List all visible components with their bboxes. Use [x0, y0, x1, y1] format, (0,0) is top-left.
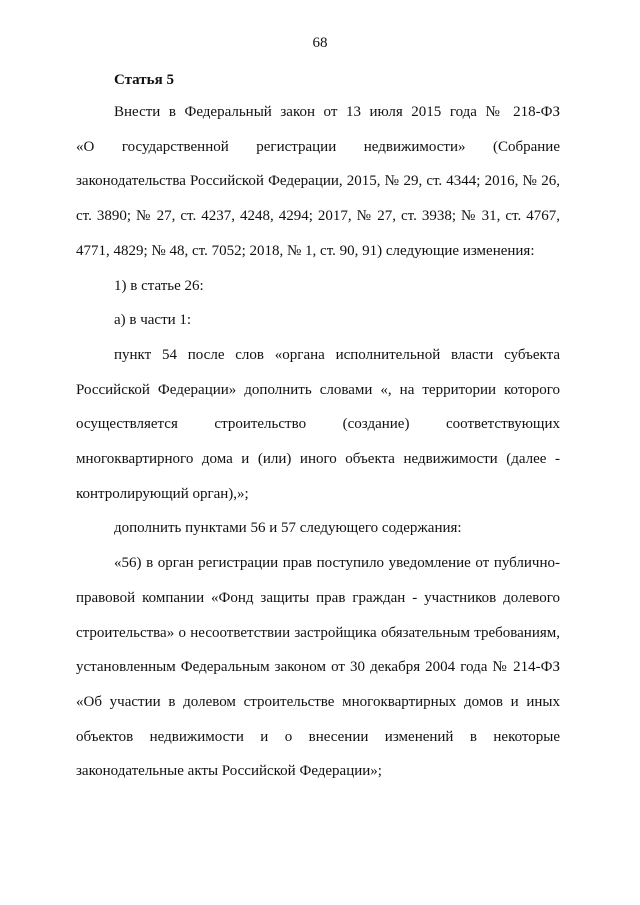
- body-line: «56) в орган регистрации прав поступило уведомление от публично-: [114, 555, 560, 572]
- body-line: ст. 3890; № 27, ст. 4237, 4248, 4294; 2017, № 27, ст. 3938; № 31, ст. 4767,: [76, 208, 560, 225]
- page-number: 68: [312, 35, 328, 51]
- body-line: объектов недвижимости и о внесении изменений в некоторые: [76, 728, 560, 745]
- body-line: правовой компании «Фонд защиты прав граждан - участников долевого: [76, 589, 560, 606]
- body-line: осуществляется строительство (создание) соответствующих: [76, 416, 560, 433]
- body-line: многоквартирного дома и (или) иного объекта недвижимости (далее -: [76, 451, 560, 468]
- body-line: строительства» о несоответствии застройщика обязательным требованиям,: [76, 624, 560, 641]
- body-line: контролирующий орган),»;: [76, 485, 249, 502]
- body-line: «Об участии в долевом строительстве многоквартирных домов и иных: [76, 693, 560, 710]
- body-line: Внести в Федеральный закон от 13 июля 2015 года № 218-ФЗ: [114, 104, 560, 120]
- body-line: дополнить пунктами 56 и 57 следующего содержания:: [114, 520, 462, 537]
- body-line: 4771, 4829; № 48, ст. 7052; 2018, № 1, ст. 90, 91) следующие изменения:: [76, 242, 535, 259]
- body-line: установленным Федеральным законом от 30 декабря 2004 года № 214-ФЗ: [76, 659, 560, 676]
- article-body: [76, 95, 560, 789]
- body-line: законодательства Российской Федерации, 2015, № 29, ст. 4344; 2016, № 26,: [76, 173, 560, 190]
- article-title: Статья 5: [114, 72, 174, 88]
- body-line: «О государственной регистрации недвижимости» (Собрание: [76, 138, 560, 155]
- body-line: законодательные акты Российской Федерации»;: [76, 763, 382, 780]
- body-line: пункт 54 после слов «органа исполнительной власти субъекта: [114, 346, 560, 363]
- body-line: Российской Федерации» дополнить словами «, на территории которого: [76, 381, 560, 398]
- body-line: а) в части 1:: [114, 312, 192, 329]
- body-line: 1) в статье 26:: [114, 277, 204, 294]
